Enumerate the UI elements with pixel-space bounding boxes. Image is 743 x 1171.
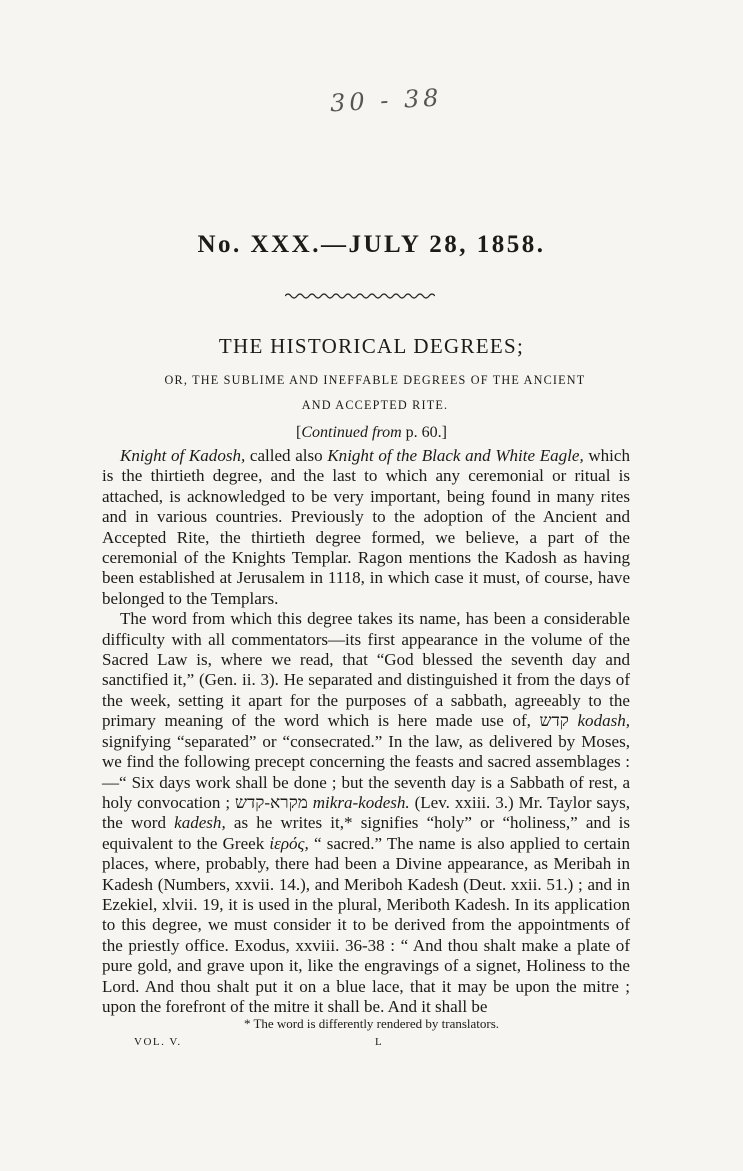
handwritten-note: 30 - 38 (329, 83, 444, 118)
paragraph-2 (102, 609, 630, 1017)
paragraph-2-text-3: (Lev. xxiii. 3.) Mr. Taylor says, the word (102, 792, 631, 833)
section-title: THE HISTORICAL DEGREES; (218, 334, 525, 358)
continued-from-text: Continued from (301, 424, 402, 441)
paragraph-2-text-4: as he writes it,* signifies “holy” or “holiness,” and is equivalent to the Greek (102, 813, 630, 853)
volume-marker: VOL. V. (134, 1036, 182, 1048)
continued-note (0, 424, 743, 442)
text-called-also: called also (245, 446, 328, 465)
article-body (102, 446, 630, 1017)
wavy-rule-ornament (285, 292, 435, 300)
paragraph-1-text: which is the thirtieth degree, and the last to which any ceremonial or ritual is attached, is acknowledged to be very important, being found in many rites and in various countries. Previously to the adoption of the Ancient and Accepted Rite, the thirtieth degree formed, we believe, a part of the ceremonial of the Knights Templar. Ragon mentions the Kadosh as having been established at Jerusalem in 1118, in which case it must, of course, have belonged to the Templars. (102, 446, 630, 608)
paragraph-2-text-1: The word from which this degree takes its name, has been a considerable difficulty with all commentators—its first appearance in the volume of the Sacred Law is, where we read, that “God blessed the seventh day and sanctified it,” (Gen. ii. 3). He separated and distinguished it from the days of the week, setting it apart for the purposes of a sabbath, agreeably to the primary meaning of the word which is here made use of, (102, 609, 630, 731)
term-knight-kadosh: Knight of Kadosh, (120, 446, 246, 465)
paragraph-2-text-5: “ sacred.” The name is also applied to certain places, where, probably, there had been a Divine appearance, as Meribah in Kadesh (Numbers, xxvii. 14.), and Meriboh Kadesh (Deut. xxii. 51.) ; and in Ezekiel, xlvii. 19, it is used in the plural, Meriboth Kadesh. In its application to this degree, we must consider it to be derived from the appointments of the priestly office. Exodus, xxviii. 36-38 : “ And thou shalt make a plate of pure gold, and grave upon it, like the engravings of a signet, Holiness to the Lord. And thou shalt put it on a blue lace, that it may be upon the mitre ; upon the forefront of the mitre it shall be. And it shall be (102, 833, 630, 1016)
hebrew-mikra-kodesh: מקרא-קדש (234, 792, 308, 812)
subtitle-line-2: AND ACCEPTED RITE. (301, 398, 449, 412)
section-subtitle (100, 368, 650, 418)
term-greek-hieros: ἱερός, (269, 833, 309, 853)
term-black-white-eagle: Knight of the Black and White Eagle, (327, 446, 584, 465)
signature-mark: L (375, 1036, 382, 1048)
issue-title: No. XXX.—JULY 28, 1858. (197, 231, 546, 258)
paragraph-1 (102, 446, 630, 609)
hebrew-kodash: קדש (539, 711, 569, 731)
paragraph-2-text-2: signifying “separated” or “consecrated.” In the law, as delivered by Moses, we find the following precept concerning the feasts and sacred assemblages :—“ Six days work shall be done ; but the seventh day is a Sabbath of rest, a holy convocation ; (102, 731, 630, 812)
continued-open-bracket: [ (296, 424, 302, 441)
term-mikra-kodesh: mikra-kodesh. (307, 792, 410, 812)
term-kodash: kodash, (568, 711, 631, 731)
footnote: * The word is differently rendered by translators. (243, 1016, 500, 1031)
continued-page-ref: p. 60.] (401, 424, 447, 441)
subtitle-line-1: OR, THE SUBLIME AND INEFFABLE DEGREES OF THE ANCIENT (164, 373, 586, 387)
term-kadesh: kadesh, (174, 813, 226, 833)
